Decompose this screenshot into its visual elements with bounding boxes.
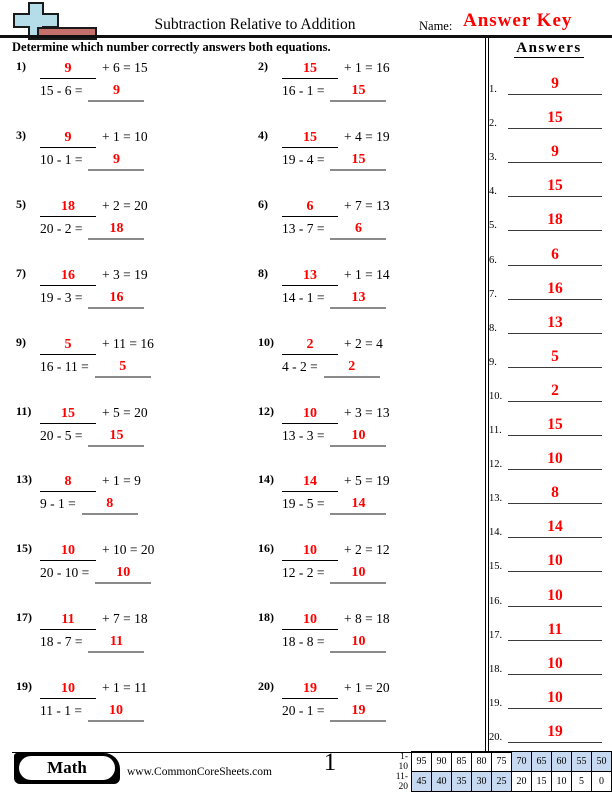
answer-row [489,683,602,709]
answer-row [489,649,602,675]
answer-row [489,478,602,504]
problem-cell [258,403,494,449]
answer-row [489,410,602,436]
problem-equations [40,196,148,242]
problem-number: 14) [258,472,274,487]
answer-row [489,274,602,300]
missing-addend-answer: 8 [40,474,96,492]
answer-number: 1. [489,84,497,95]
answer-row [489,376,602,402]
subject-badge-label: Math [47,758,87,777]
answer-value: 8 [508,484,602,504]
addition-suffix: + 6 = 15 [102,60,148,75]
answer-row [489,342,602,368]
missing-addend-answer: 2 [282,337,338,355]
addition-suffix: + 8 = 18 [344,611,390,627]
problem-number: 15) [16,541,32,556]
subtraction-prefix: 4 - 2 = [282,358,318,374]
score-row-label: 11-20 [395,771,408,792]
problem-cell [16,678,252,724]
website-url: www.CommonCoreSheets.com [127,766,272,778]
subtraction-answer: 10 [330,634,386,653]
answer-value: 15 [508,416,602,436]
problem-number: 1) [16,59,26,73]
answer-value: 16 [508,280,602,300]
subtraction-answer: 6 [330,221,386,240]
subtraction-equation [40,632,148,653]
name-label: Name: [419,19,453,33]
answer-row [489,444,602,470]
answer-value: 9 [508,143,602,163]
subtraction-equation [282,494,390,515]
addition-suffix: + 1 = 16 [344,60,390,75]
problem-number: 4) [258,127,268,142]
problem-number: 7) [16,265,26,280]
missing-addend-answer: 11 [40,612,96,630]
answer-row [489,69,602,95]
addition-equation [282,678,390,699]
subtraction-answer: 18 [88,221,144,240]
missing-addend-answer: 6 [282,199,338,217]
problem-cell [258,471,494,517]
score-cell: 70 [512,752,532,772]
subtraction-prefix: 13 - 7 = [282,220,325,236]
answer-value: 10 [508,587,602,607]
answer-value: 2 [508,382,602,402]
subtraction-equation [40,494,141,515]
subtraction-answer: 10 [88,703,144,722]
subtraction-prefix: 10 - 1 = [40,151,83,167]
answer-row [489,615,602,641]
answers-title [490,40,608,57]
addition-equation [40,540,154,561]
problem-equations [40,403,148,449]
missing-addend-answer: 5 [40,337,96,355]
subtraction-equation [40,81,148,102]
subtraction-prefix: 15 - 6 = [40,83,83,98]
score-cell: 50 [592,752,612,772]
answer-row [489,137,602,163]
problem-cell [16,609,252,655]
addition-suffix: + 7 = 13 [344,197,390,213]
answer-row [489,240,602,266]
answer-value: 10 [508,450,602,470]
answer-number: 4. [489,186,497,198]
subtraction-equation [282,219,390,240]
score-cell: 80 [472,752,492,772]
addition-equation [282,609,390,630]
problem-equations [282,471,390,517]
problem-cell [258,334,494,380]
problem-cell [258,127,494,173]
subtraction-answer: 10 [330,565,386,584]
problem-cell [16,265,252,311]
problem-number: 6) [258,196,268,211]
problem-equations [282,196,390,242]
subtraction-prefix: 11 - 1 = [40,703,82,719]
score-cell: 95 [412,752,432,772]
addition-suffix: + 3 = 19 [102,266,148,282]
answer-value: 19 [508,723,602,743]
addition-equation [40,334,154,355]
worksheet-title: Subtraction Relative to Addition [154,16,356,33]
problem-equations [40,678,147,724]
problem-equations [40,471,141,517]
score-cell: 75 [492,752,512,772]
answer-number: 10. [489,390,503,402]
answer-row [489,308,602,334]
answer-value: 5 [508,348,602,368]
page-number: 1 [323,749,337,776]
subtraction-answer: 10 [95,565,151,584]
subtraction-equation [282,357,383,378]
subtraction-prefix: 20 - 1 = [282,703,325,719]
score-cell: 30 [472,772,492,792]
subtraction-equation [282,701,390,722]
instruction-text: Determine which number correctly answers both equations. [12,40,331,54]
addition-suffix: + 1 = 14 [344,266,390,282]
problem-cell [16,540,252,586]
addition-suffix: + 4 = 19 [344,128,390,144]
subtraction-answer: 8 [82,496,138,515]
score-row-label: 1-10 [398,751,408,772]
addition-suffix: + 5 = 20 [102,404,148,420]
missing-addend-answer: 10 [282,543,338,561]
problem-cell [258,678,494,724]
subtraction-equation [282,426,390,447]
addition-equation [40,196,148,217]
subtraction-answer: 11 [88,634,144,653]
addition-equation [282,196,390,217]
subtraction-equation [282,632,390,653]
answer-row [489,512,602,538]
answer-value: 15 [508,109,602,129]
missing-addend-answer: 18 [40,199,96,217]
addition-equation [282,403,390,424]
problem-equations [40,540,154,586]
problem-number: 16) [258,541,274,556]
problem-cell [258,609,494,655]
subtraction-answer: 19 [330,703,386,722]
problem-equations [40,127,148,173]
answer-row [489,103,602,129]
problem-number: 12) [258,403,274,418]
addition-suffix: + 10 = 20 [102,542,155,558]
addition-equation [40,127,148,148]
addition-equation [40,403,148,424]
answer-number: 11. [489,425,502,436]
subtraction-answer: 16 [88,290,144,309]
answer-number: 19. [489,697,503,709]
subtraction-prefix: 9 - 1 = [40,496,76,512]
score-cell: 10 [552,772,572,792]
problem-number: 2) [258,59,268,73]
answer-number: 9. [489,356,497,368]
answer-number: 5. [489,220,497,232]
subtraction-prefix: 13 - 3 = [282,427,325,443]
answer-value: 14 [508,518,602,538]
subtraction-answer: 9 [88,83,144,102]
missing-addend-answer: 9 [40,130,96,148]
missing-addend-answer: 15 [282,130,338,148]
problem-equations [40,609,148,655]
subtraction-equation [282,150,390,171]
answer-value: 9 [508,75,602,95]
score-cell: 55 [572,752,592,772]
problem-cell [258,265,494,311]
problem-equations [282,334,383,380]
addition-suffix: + 7 = 18 [102,611,148,627]
missing-addend-answer: 14 [282,474,338,492]
subtraction-prefix: 19 - 5 = [282,496,325,512]
answer-key-label: Answer Key [463,10,573,31]
problem-number: 10) [258,334,274,349]
subtraction-prefix: 14 - 1 = [282,289,325,305]
answer-number: 13. [489,493,503,505]
score-cell: 35 [452,772,472,792]
problem-cell [258,58,494,104]
addition-equation [282,127,390,148]
problem-equations [282,265,390,311]
answer-number: 17. [489,629,503,641]
answer-value: 13 [508,314,602,334]
subtraction-answer: 10 [330,428,386,447]
addition-equation [40,678,147,699]
addition-equation [282,334,383,355]
score-cell: 0 [592,772,612,792]
missing-addend-answer: 19 [282,681,338,699]
missing-addend-answer: 15 [282,61,338,79]
missing-addend-answer: 10 [282,406,338,424]
subtraction-equation [40,150,148,171]
addition-suffix: + 2 = 20 [102,197,148,213]
missing-addend-answer: 16 [40,268,96,286]
score-cell: 65 [532,752,552,772]
addition-equation [282,265,390,286]
score-cell: 90 [432,752,452,772]
addition-equation [40,609,148,630]
problem-equations [282,678,390,724]
addition-equation [282,540,390,561]
subtraction-prefix: 16 - 1 = [282,83,325,98]
problem-cell [16,471,252,517]
addition-equation [40,58,148,79]
subtraction-answer: 9 [88,152,144,171]
problem-equations [282,127,390,173]
addition-equation [282,58,390,79]
score-cell: 40 [432,772,452,792]
addition-suffix: + 1 = 11 [102,680,148,696]
addition-suffix: + 1 = 9 [102,473,141,489]
problem-cell [16,334,252,380]
answer-value: 10 [508,655,602,675]
score-cell: 20 [512,772,532,792]
answer-number: 15. [489,561,503,573]
answer-number: 7. [489,288,497,300]
subtraction-equation [40,426,148,447]
answer-number: 2. [489,118,497,130]
problem-cell [258,540,494,586]
subtraction-answer: 2 [324,359,380,378]
problem-cell [16,127,252,173]
subtraction-prefix: 20 - 2 = [40,220,83,236]
answers-title-text: Answers [516,40,582,56]
subject-badge [14,753,120,784]
subtraction-equation [40,357,154,378]
subtraction-answer: 15 [88,428,144,447]
missing-addend-answer: 10 [282,612,338,630]
problem-equations [282,58,390,104]
problem-number: 20) [258,679,274,694]
problem-equations [282,609,390,655]
answer-number: 18. [489,663,503,675]
addition-equation [282,471,390,492]
answer-value: 6 [508,246,602,266]
subtraction-answer: 13 [330,290,386,309]
problem-cell [16,403,252,449]
score-cell: 15 [532,772,552,792]
answer-number: 8. [489,322,497,334]
answer-row [489,581,602,607]
subtraction-prefix: 18 - 7 = [40,634,83,650]
answer-row [489,546,602,572]
subtraction-prefix: 16 - 11 = [40,358,89,374]
answer-number: 3. [489,152,497,164]
subtraction-prefix: 18 - 8 = [282,634,325,650]
answer-value: 18 [508,211,602,231]
addition-suffix: + 1 = 10 [102,128,148,144]
missing-addend-answer: 15 [40,406,96,424]
missing-addend-answer: 10 [40,681,96,699]
subtraction-equation [40,563,154,584]
addition-suffix: + 2 = 12 [344,542,390,558]
addition-equation [40,471,141,492]
subtraction-answer: 5 [95,359,151,378]
addition-suffix: + 3 = 13 [344,404,390,420]
addition-suffix: + 5 = 19 [344,473,390,489]
score-cell: 25 [492,772,512,792]
answer-number: 20. [489,731,503,743]
subtraction-prefix: 12 - 2 = [282,565,325,581]
subtraction-prefix: 20 - 5 = [40,427,83,443]
subtraction-prefix: 19 - 3 = [40,289,83,305]
answer-number: 12. [489,459,503,471]
answer-value: 10 [508,552,602,572]
problem-number: 13) [16,472,32,487]
subtraction-equation [282,563,390,584]
subtraction-equation [40,288,148,309]
subtraction-equation [40,701,147,722]
subtraction-equation [282,288,390,309]
problem-number: 8) [258,265,268,280]
answer-value: 10 [508,689,602,709]
problem-cell [16,58,252,104]
score-cell: 5 [572,772,592,792]
subtraction-answer: 15 [330,83,386,102]
addition-suffix: + 1 = 20 [344,680,390,696]
addition-suffix: + 2 = 4 [344,335,383,351]
answer-number: 6. [489,254,497,266]
header-rule [0,35,612,38]
score-cell: 85 [452,752,472,772]
problem-equations [40,265,148,311]
problem-number: 9) [16,334,26,349]
subject-badge-pill [19,756,115,780]
subtraction-prefix: 19 - 4 = [282,151,325,167]
problem-cell [258,196,494,242]
problem-number: 5) [16,196,26,211]
subtraction-equation [282,81,390,102]
addition-suffix: + 11 = 16 [102,335,154,351]
answer-number: 16. [489,595,503,607]
answer-number: 14. [489,527,503,539]
answer-value: 11 [508,621,602,641]
problem-equations [282,540,390,586]
answer-row [489,171,602,197]
answer-row [489,205,602,231]
problem-number: 17) [16,610,32,625]
addition-equation [40,265,148,286]
problem-number: 18) [258,610,274,625]
missing-addend-answer: 13 [282,268,338,286]
problem-number: 19) [16,679,32,694]
problem-number: 3) [16,127,26,142]
subtraction-answer: 14 [330,496,386,515]
problem-equations [40,58,148,104]
subtraction-answer: 15 [330,152,386,171]
subtraction-prefix: 20 - 10 = [40,565,90,581]
score-table [394,751,612,792]
answer-value: 15 [508,177,602,197]
score-cell: 60 [552,752,572,772]
problem-cell [16,196,252,242]
problem-equations [40,334,154,380]
answer-row [489,717,602,743]
missing-addend-answer: 9 [40,61,96,79]
subtraction-equation [40,219,148,240]
problem-number: 11) [16,403,32,418]
missing-addend-answer: 10 [40,543,96,561]
problem-equations [282,403,390,449]
score-cell: 45 [412,772,432,792]
